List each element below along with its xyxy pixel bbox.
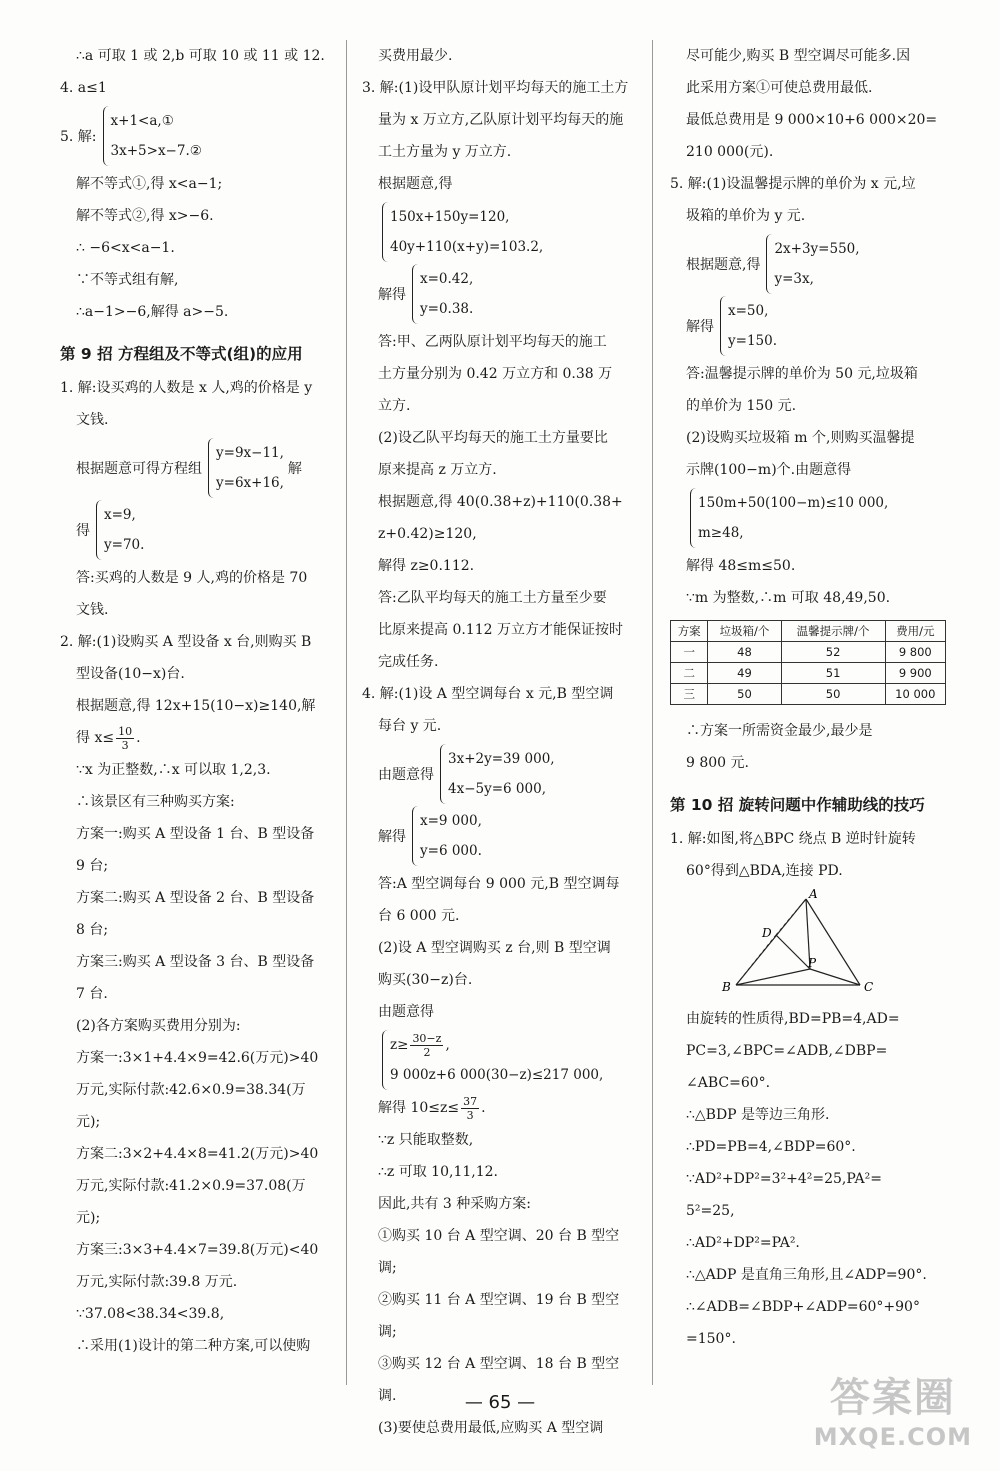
text-line: 9 台;: [76, 858, 109, 874]
table-header: 方案: [671, 621, 708, 642]
answer-line: 答:A 型空调每台 9 000 元,B 型空调每: [378, 876, 620, 892]
column-divider: [652, 40, 653, 1385]
text-line: 每台 y 元.: [378, 718, 442, 734]
equation-system: [60, 106, 332, 166]
column-3: [670, 40, 948, 1355]
equation-system: [362, 744, 634, 804]
text-line: ∵不等式组有解,: [76, 272, 179, 288]
text-line: 元);: [76, 1114, 101, 1130]
equation: 4x−5y=6 000,: [448, 781, 546, 797]
equation: y=9x−11,: [216, 445, 284, 461]
text-line: 根据题意可得方程组: [76, 461, 202, 477]
text-line: 尽可能少,购买 B 型空调尽可能多.因: [686, 48, 911, 64]
text-line: ∴a−1>−6,解得 a>−5.: [76, 304, 229, 320]
table-row: [671, 642, 946, 663]
watermark-text: 答案圈: [829, 1375, 956, 1421]
table-header-row: [671, 621, 946, 642]
text-line: 得: [76, 523, 90, 539]
text-line: ∵AD²+DP²=3²+4²=25,PA²=: [686, 1171, 882, 1187]
table-header: 温馨提示牌/个: [781, 621, 885, 642]
equation: x=9,: [104, 507, 136, 523]
segment-PC: [810, 969, 860, 985]
text-line: 解得: [378, 829, 406, 845]
equation: y=0.38.: [420, 301, 474, 317]
answer-line: 台 6 000 元.: [378, 908, 460, 924]
text-line: 元);: [76, 1210, 101, 1226]
text-line: ∴a 可取 1 或 2,b 可取 10 或 11 或 12.: [76, 48, 325, 64]
equation: 3x+5>x−7.②: [110, 143, 202, 159]
table-row: [671, 663, 946, 684]
equation: x=50,: [728, 303, 769, 319]
inequality: [390, 1030, 603, 1060]
equation-system: [362, 806, 634, 866]
watermark: [814, 1366, 972, 1451]
text-line: [60, 722, 332, 754]
numerator: 30−z: [412, 1032, 442, 1045]
column-2: [362, 40, 634, 1444]
segment-AC: [806, 899, 860, 985]
column-1: [60, 40, 332, 1362]
table-cell: 一: [671, 642, 708, 663]
fraction: [116, 725, 134, 752]
text-line: 圾箱的单价为 y 元.: [686, 208, 806, 224]
answer-line: 比原来提高 0.112 万立方才能保证按时: [378, 622, 623, 638]
table-header: 费用/元: [885, 621, 945, 642]
text-span: .: [136, 730, 141, 746]
fraction: [410, 1032, 443, 1059]
table-cell: 52: [781, 642, 885, 663]
text-line: 方案一:购买 A 型设备 1 台、B 型设备: [76, 826, 315, 842]
text-line: 最低总费用是 9 000×10+6 000×20=: [686, 112, 938, 128]
text-line: 根据题意,得 40(0.38+z)+110(0.38+: [378, 494, 623, 510]
brace: [208, 438, 284, 498]
equation-system: [362, 1030, 634, 1090]
text-line: 9 800 元.: [686, 755, 749, 771]
text-line: 解得: [686, 319, 714, 335]
text-line: 由题意得: [378, 767, 434, 783]
text-line: ∴△BDP 是等边三角形.: [686, 1107, 830, 1123]
text-line: ∵x 为正整数,∴x 可以取 1,2,3.: [76, 762, 271, 778]
text-line: 购买(30−z)台.: [378, 972, 473, 988]
equation-system: [362, 264, 634, 324]
text-line: 示牌(100−m)个.由题意得: [686, 462, 852, 478]
answer-line: 文钱.: [76, 602, 109, 618]
answer-line: 答:买鸡的人数是 9 人,鸡的价格是 70: [76, 570, 308, 586]
text-line: 3. 解:(1)设甲队原计划平均每天的施工土方: [362, 80, 629, 96]
text-line: ∴该景区有三种购买方案:: [76, 794, 235, 810]
denominator: 3: [121, 738, 129, 752]
point-label-A: A: [809, 887, 818, 901]
brace: [766, 234, 859, 294]
text-line: 工土方量为 y 万立方.: [378, 144, 512, 160]
text-span: z≥: [390, 1037, 409, 1053]
table-cell: 9 800: [885, 642, 945, 663]
point-label-P: P: [808, 956, 817, 970]
text-line: ∵m 为整数,∴m 可取 48,49,50.: [686, 590, 891, 606]
answer-line: 立方.: [378, 398, 411, 414]
equation: y=3x,: [774, 271, 814, 287]
table-cell: 9 900: [885, 663, 945, 684]
equation: y=150.: [728, 333, 777, 349]
point-label-C: C: [864, 980, 874, 994]
equation: 3x+2y=39 000,: [448, 751, 555, 767]
text-line: 因此,共有 3 种采购方案:: [378, 1196, 531, 1212]
text-line: 原来提高 z 万立方.: [378, 462, 497, 478]
text-line: =150°.: [686, 1331, 736, 1347]
table-cell: 48: [708, 642, 781, 663]
brace: [720, 296, 777, 356]
text-line: ∴ −6<x<a−1.: [76, 240, 175, 256]
equation: 150x+150y=120,: [390, 209, 510, 225]
plan-table: [670, 620, 946, 705]
text-span: 解得 10≤z≤: [378, 1100, 460, 1116]
equation-system: [362, 202, 634, 262]
text-line: 4. a≤1: [60, 80, 107, 96]
section-heading: 第 10 招 旋转问题中作辅助线的技巧: [670, 796, 925, 814]
answer-line: 土方量分别为 0.42 万立方和 0.38 万: [378, 366, 613, 382]
text-span: 得 x≤: [76, 730, 115, 746]
text-line: ①购买 10 台 A 型空调、20 台 B 型空调;: [378, 1228, 620, 1276]
text-line: 由旋转的性质得,BD=PB=4,AD=: [686, 1011, 900, 1027]
numerator: 10: [118, 724, 133, 738]
text-line: (2)各方案购买费用分别为:: [76, 1018, 241, 1034]
answer-line: 答:温馨提示牌的单价为 50 元,垃圾箱: [686, 366, 918, 382]
inequality: m≥48,: [698, 525, 744, 541]
text-line: z+0.42)≥120,: [378, 526, 477, 542]
question-label: 5. 解:: [60, 129, 97, 145]
answer-line: 的单价为 150 元.: [686, 398, 797, 414]
point-label-B: B: [722, 980, 731, 994]
equation: x+1<a,①: [110, 113, 174, 129]
text-line: 方案二:3×2+4.4×8=41.2(万元)>40: [76, 1146, 319, 1162]
text-line: 万元,实际付款:41.2×0.9=37.08(万: [76, 1178, 306, 1194]
text-line: ∴z 可取 10,11,12.: [378, 1164, 498, 1180]
text-line: 解不等式②,得 x>−6.: [76, 208, 214, 224]
text-span: ,: [445, 1037, 450, 1053]
text-line: ③购买 12 台 A 型空调、18 台 B 型空调.: [378, 1356, 620, 1404]
watermark-url: MXQE.COM: [813, 1423, 972, 1451]
text-line: 文钱.: [76, 412, 109, 428]
table-header: 垃圾箱/个: [708, 621, 781, 642]
text-line: ②购买 11 台 A 型空调、19 台 B 型空调;: [378, 1292, 620, 1340]
section-heading: 第 9 招 方程组及不等式(组)的应用: [60, 345, 303, 363]
text-line: 8 台;: [76, 922, 109, 938]
text-line: 5. 解:(1)设温馨提示牌的单价为 x 元,垃: [670, 176, 916, 192]
equation: 2x+3y=550,: [774, 241, 860, 257]
segment-DP: [776, 935, 810, 969]
brace: [440, 744, 555, 804]
text-line: (2)设乙队平均每天的施工土方量要比: [378, 430, 608, 446]
table-cell: 三: [671, 684, 708, 705]
text-line: 60°得到△BDA,连接 PD.: [686, 863, 843, 879]
text-line: 万元,实际付款:39.8 万元.: [76, 1274, 238, 1290]
text-line: 1. 解:设买鸡的人数是 x 人,鸡的价格是 y: [60, 380, 313, 396]
page-number: — 65 —: [464, 1392, 536, 1413]
text-line: ∴采用(1)设计的第二种方案,可以使购: [76, 1338, 311, 1354]
table-cell: 50: [708, 684, 781, 705]
inequality: 9 000z+6 000(30−z)≤217 000,: [390, 1067, 604, 1083]
text-line: 量为 x 万立方,乙队原计划平均每天的施: [378, 112, 624, 128]
text-line: 根据题意,得: [378, 176, 453, 192]
text-line: 万元,实际付款:42.6×0.9=38.34(万: [76, 1082, 306, 1098]
text-line: 210 000(元).: [686, 144, 774, 160]
text-line: 解不等式①,得 x<a−1;: [76, 176, 223, 192]
equation: x=9 000,: [420, 813, 482, 829]
text-line: 根据题意,得 12x+15(10−x)≥140,解: [76, 698, 316, 714]
table-row: [671, 684, 946, 705]
text-line: 7 台.: [76, 986, 108, 1002]
text-line: 4. 解:(1)设 A 型空调每台 x 元,B 型空调: [362, 686, 614, 702]
text-line: 5²=25,: [686, 1203, 735, 1219]
point-label-D: D: [762, 926, 772, 940]
equation-system: [670, 488, 948, 548]
table-cell: 49: [708, 663, 781, 684]
text-line: 解得: [378, 287, 406, 303]
text-line: ∵z 只能取整数,: [378, 1132, 474, 1148]
text-line: 由题意得: [378, 1004, 434, 1020]
answer-line: 答:乙队平均每天的施工土方量至少要: [378, 590, 607, 606]
text-span: .: [481, 1100, 486, 1116]
text-line: (3)要使总费用最低,应购买 A 型空调: [378, 1420, 604, 1436]
text-line: ∴AD²+DP²=PA².: [686, 1235, 800, 1251]
denominator: 3: [466, 1108, 474, 1122]
brace: [382, 202, 543, 262]
text-line: 根据题意,得: [686, 257, 761, 273]
answer-line: 完成任务.: [378, 654, 439, 670]
equation-system: [670, 234, 948, 294]
rotation-figure: [670, 887, 948, 999]
text-line: (2)设购买垃圾箱 m 个,则购买温馨提: [686, 430, 915, 446]
text-line: 型设备(10−x)台.: [76, 666, 185, 682]
text-line: 方案三:3×3+4.4×7=39.8(万元)<40: [76, 1242, 319, 1258]
brace: [382, 1030, 603, 1090]
denominator: 2: [423, 1046, 431, 1059]
brace: [412, 806, 482, 866]
text-line: 方案三:购买 A 型设备 3 台、B 型设备: [76, 954, 315, 970]
text-line: 此采用方案①可使总费用最低.: [686, 80, 873, 96]
brace: [96, 500, 144, 560]
brace: [103, 106, 202, 166]
numerator: 37: [463, 1094, 478, 1108]
table-cell: 51: [781, 663, 885, 684]
equation: x=0.42,: [420, 271, 474, 287]
table-cell: 二: [671, 663, 708, 684]
column-divider: [346, 40, 347, 1385]
table-cell: 10 000: [885, 684, 945, 705]
inequality: 150m+50(100−m)≤10 000,: [698, 495, 889, 511]
text-line: ∴∠ADB=∠BDP+∠ADP=60°+90°: [686, 1299, 920, 1315]
answer-line: 答:甲、乙两队原计划平均每天的施工: [378, 334, 607, 350]
text-line: ∴方案一所需资金最少,最少是: [686, 723, 873, 739]
text-line: [362, 1092, 634, 1124]
text-line: 买费用最少.: [378, 48, 453, 64]
equation-system: [60, 500, 332, 560]
equation: y=6 000.: [420, 843, 482, 859]
text-line: ∴PD=PB=4,∠BDP=60°.: [686, 1139, 856, 1155]
table-cell: 50: [781, 684, 885, 705]
text-line: ∵37.08<38.34<39.8,: [76, 1306, 225, 1322]
text-line: ∠ABC=60°.: [686, 1075, 771, 1091]
text-line: 解: [287, 461, 302, 477]
brace: [690, 488, 888, 548]
equation-system: [670, 296, 948, 356]
text-line: 2. 解:(1)设购买 A 型设备 x 台,则购买 B: [60, 634, 312, 650]
text-line: 1. 解:如图,将△BPC 绕点 B 逆时针旋转: [670, 831, 916, 847]
fraction: [461, 1095, 479, 1122]
text-line: ∴△ADP 是直角三角形,且∠ADP=90°.: [686, 1267, 927, 1283]
text-line: (2)设 A 型空调购买 z 台,则 B 型空调: [378, 940, 611, 956]
text-line: 解得 z≥0.112.: [378, 558, 475, 574]
equation: 40y+110(x+y)=103.2,: [390, 239, 544, 255]
text-line: PC=3,∠BPC=∠ADB,∠DBP=: [686, 1043, 888, 1059]
brace: [412, 264, 473, 324]
equation: y=6x+16,: [216, 475, 284, 491]
text-line: 方案一:3×1+4.4×9=42.6(万元)>40: [76, 1050, 319, 1066]
text-line: 方案二:购买 A 型设备 2 台、B 型设备: [76, 890, 315, 906]
text-line: 解得 48≤m≤50.: [686, 558, 796, 574]
equation-system: [60, 438, 332, 498]
equation: y=70.: [104, 537, 145, 553]
